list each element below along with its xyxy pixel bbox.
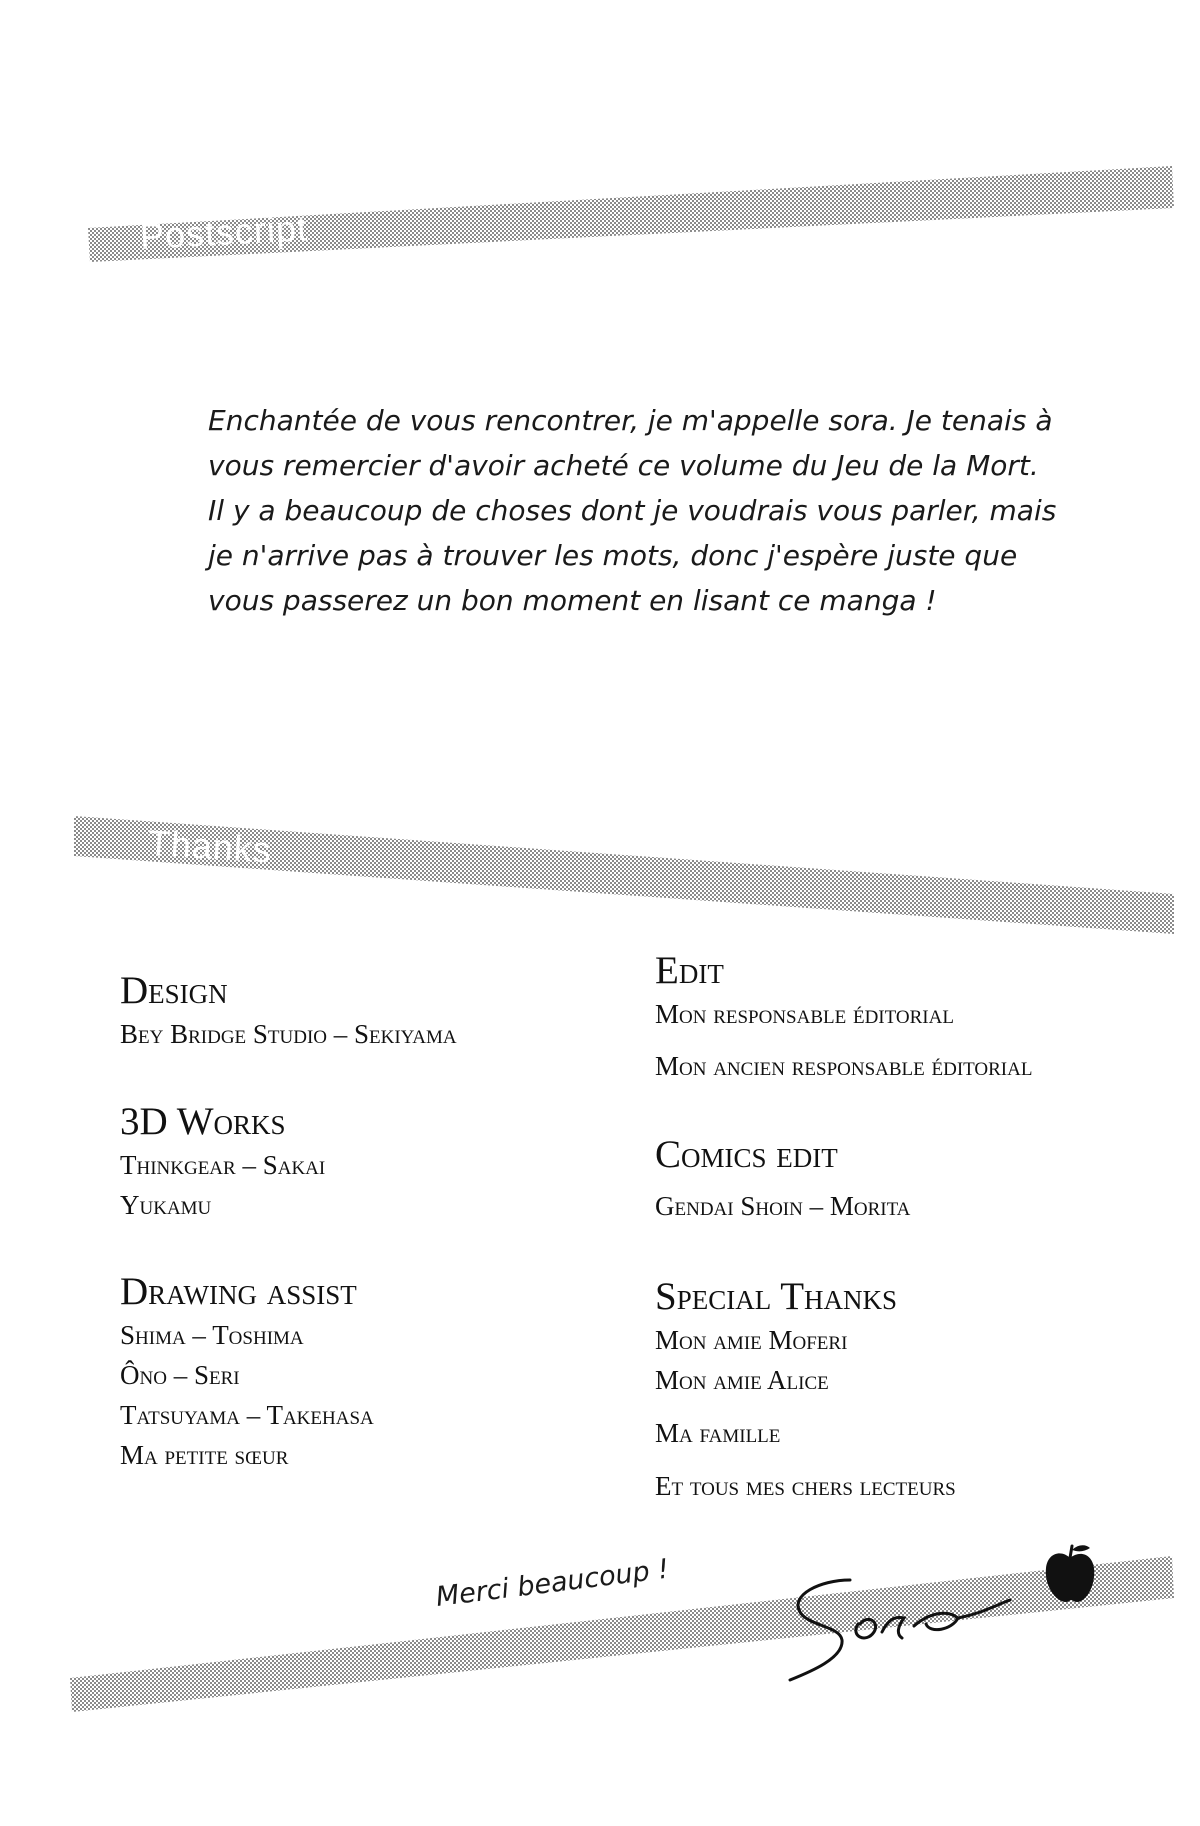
credit-entry: Et tous mes chers lecteurs bbox=[655, 1471, 956, 1501]
closing-message: Merci beaucoup ! bbox=[434, 1553, 671, 1613]
credit-entry: Ma petite sœur bbox=[120, 1440, 289, 1470]
credit-entry: Ma famille bbox=[655, 1418, 781, 1448]
credits-right-column bbox=[655, 948, 1175, 1506]
postscript-line bbox=[208, 443, 1068, 488]
book-title-suffix: . bbox=[1029, 449, 1039, 482]
credit-group-edit bbox=[655, 948, 1175, 1086]
postscript-message bbox=[208, 398, 1068, 623]
credit-group-title: Comics edit bbox=[655, 1133, 838, 1176]
credit-group-3d-works bbox=[120, 1099, 620, 1225]
credit-group-title: Drawing assist bbox=[120, 1270, 357, 1313]
credit-group-title: 3D Works bbox=[120, 1100, 286, 1143]
credit-group-title: Design bbox=[120, 969, 228, 1012]
credit-entry: Gendai Shoin – Morita bbox=[655, 1191, 911, 1221]
credit-entry: Mon responsable éditorial bbox=[655, 999, 954, 1029]
credit-entry: Ôno – Seri bbox=[120, 1360, 240, 1390]
book-title: Jeu de la Mort bbox=[836, 449, 1030, 482]
credit-entry: Mon ancien responsable éditorial bbox=[655, 1051, 1033, 1081]
postscript-line: vous passerez un bon moment en lisant ce manga ! bbox=[208, 584, 937, 617]
credit-group-title: Special Thanks bbox=[655, 1275, 898, 1318]
postscript-line: Il y a beaucoup de choses dont je voudrais vous parler, mais bbox=[208, 494, 1057, 527]
credit-group-comics-edit bbox=[655, 1132, 1175, 1226]
credit-group-drawing-assist bbox=[120, 1269, 620, 1475]
credit-group-title: Edit bbox=[655, 949, 724, 992]
credit-entry: Mon amie Moferi bbox=[655, 1325, 848, 1355]
postscript-title: Postscript bbox=[138, 207, 309, 257]
postscript-line: Enchantée de vous rencontrer, je m'appelle sora. Je tenais à bbox=[208, 404, 1053, 437]
signature bbox=[780, 1540, 1100, 1690]
credit-group-special-thanks bbox=[655, 1274, 1175, 1506]
postscript-line: je n'arrive pas à trouver les mots, donc j'espère juste que bbox=[208, 539, 1018, 572]
credit-entry: Bey Bridge Studio – Sekiyama bbox=[120, 1019, 457, 1049]
apple-icon bbox=[1040, 1540, 1100, 1610]
thanks-title: Thanks bbox=[146, 822, 274, 871]
credit-entry: Tatsuyama – Takehasa bbox=[120, 1400, 374, 1430]
credit-entry: Yukamu bbox=[120, 1190, 212, 1220]
credit-entry: Shima – Toshima bbox=[120, 1320, 304, 1350]
credit-entry: Mon amie Alice bbox=[655, 1365, 829, 1395]
credits-left-column bbox=[120, 968, 620, 1475]
postscript-line-text: vous remercier d'avoir acheté ce volume du bbox=[208, 449, 837, 482]
credit-group-design bbox=[120, 968, 620, 1054]
credit-entry: Thinkgear – Sakai bbox=[120, 1150, 326, 1180]
